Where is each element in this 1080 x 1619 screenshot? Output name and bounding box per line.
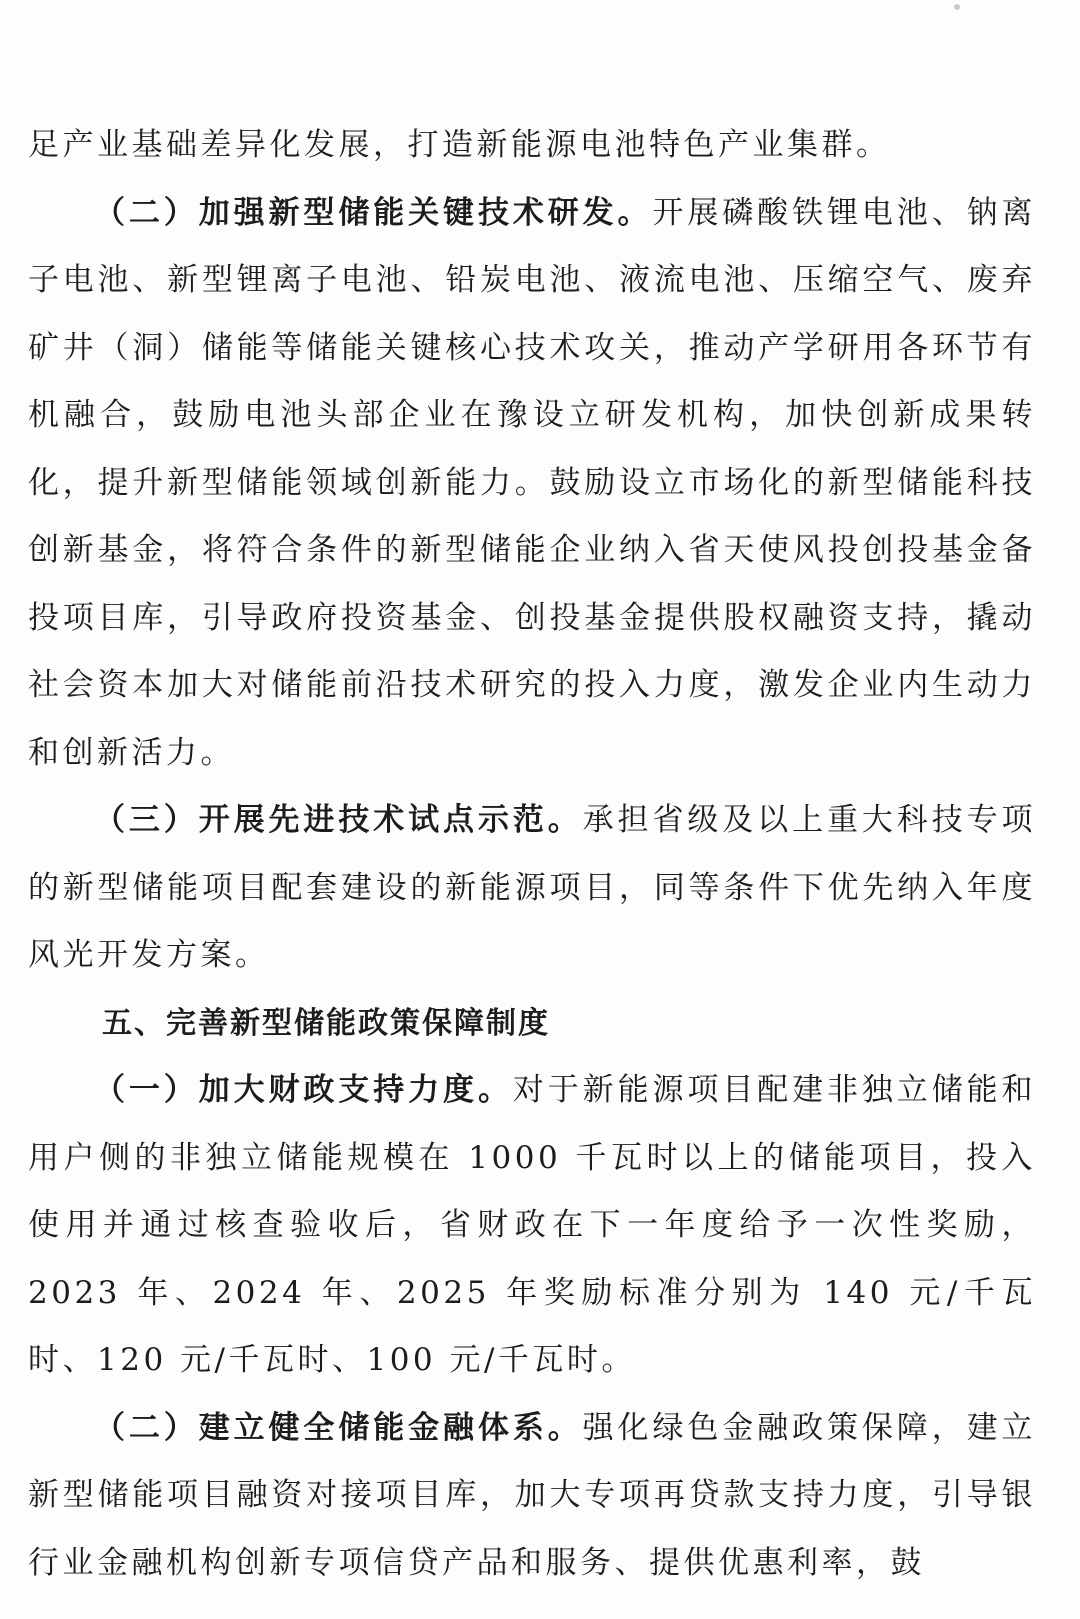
paragraph-finance-support	[28, 1057, 1036, 1395]
paragraph-lead: （一）加大财政支持力度。	[94, 1072, 513, 1108]
paragraph-finance-system	[28, 1395, 1036, 1598]
paragraph-lead: （三）开展先进技术试点示范。	[94, 802, 583, 838]
section-heading: 五、完善新型储能政策保障制度	[102, 1005, 550, 1041]
paragraph-continuation	[28, 112, 1036, 180]
paragraph-lead: （二）加强新型储能关键技术研发。	[94, 194, 653, 231]
scan-speck	[954, 4, 960, 10]
paragraph-research	[28, 180, 1036, 788]
paragraph-text: 对于新能源项目配建非独立储能和用户侧的非独立储能规模在 1000 千瓦时以上的储能项目，投入使用并通过核查验收后，省财政在下一年度给予一次性奖励，2023 年、2024 年、2025 年奖励标准分别为 140 元/千瓦时、120 元/千瓦时、100 元/千瓦时。	[28, 1072, 1037, 1378]
paragraph-text: 强化绿色金融政策保障，建立新型储能项目融资对接项目库，加大专项再贷款支持力度，引导银行业金融机构创新专项信贷产品和服务、提供优惠利率，鼓	[28, 1409, 1037, 1581]
paragraph-pilot	[28, 787, 1036, 990]
paragraph-text: 足产业基础差异化发展，打造新能源电池特色产业集群。	[28, 127, 891, 163]
paragraph-lead: （二）建立健全储能金融体系。	[94, 1409, 583, 1446]
paragraph-text: 承担省级及以上重大科技专项的新型储能项目配套建设的新能源项目，同等条件下优先纳入年度风光开发方案。	[28, 802, 1037, 973]
paragraph-text: 开展磷酸铁锂电池、钠离子电池、新型锂离子电池、铅炭电池、液流电池、压缩空气、废弃矿井（洞）储能等储能关键核心技术攻关，推动产学研用各环节有机融合，鼓励电池头部企业在豫设立研发机构，加快创新成果转化，提升新型储能领域创新能力。鼓励设立市场化的新型储能科技创新基金，将符合条件的新型储能企业纳入省天使风投创投基金备投项目库，引导政府投资基金、创投基金提供股权融资支持，撬动社会资本加大对储能前沿技术研究的投入力度，激发企业内生动力和创新活力。	[28, 194, 1037, 771]
